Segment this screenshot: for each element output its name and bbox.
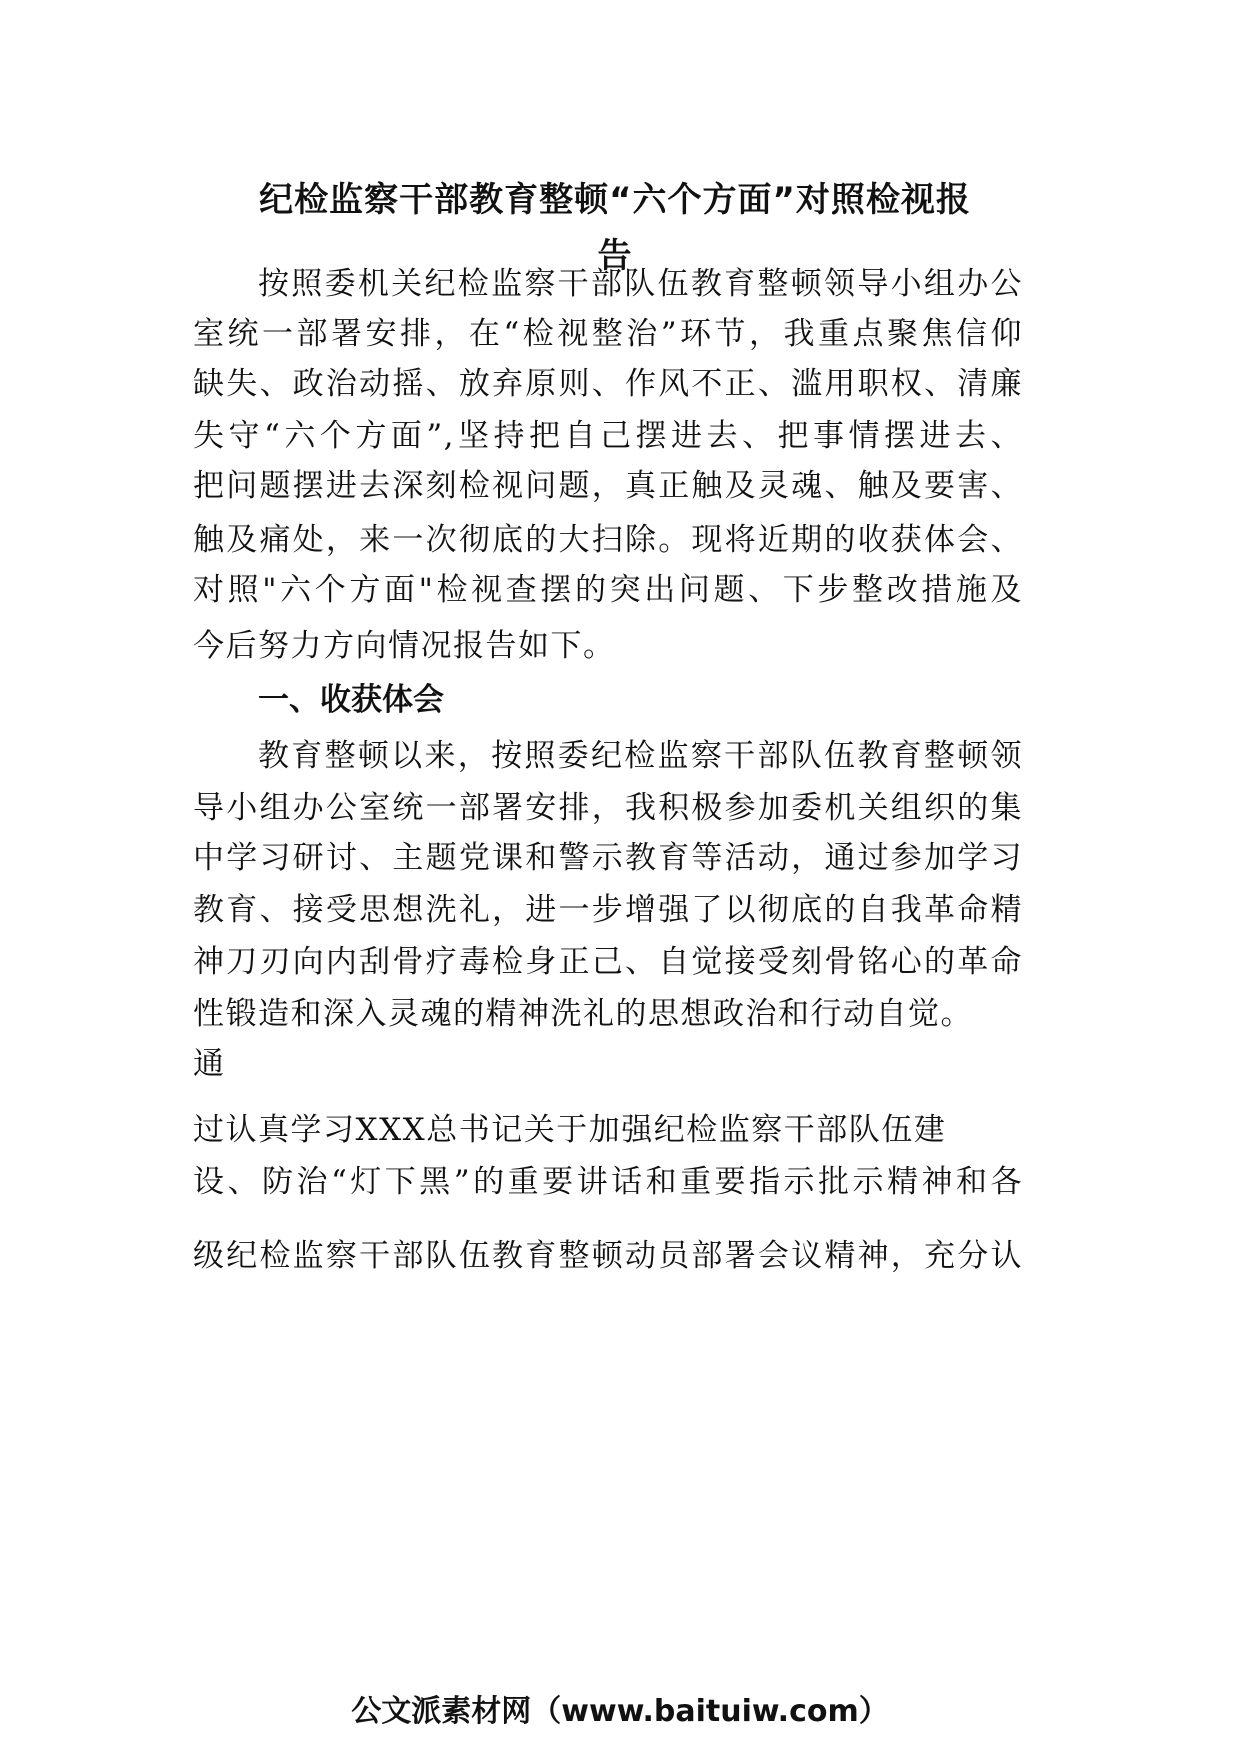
paragraph-1-line-2: 室统一部署安排，在“检视整治”环节，我重点聚焦信仰 — [193, 316, 1023, 352]
paragraph-2-line-7: 通 — [193, 1046, 226, 1082]
paragraph-1-line-8: 今后努力方向情况报告如下。 — [193, 628, 616, 664]
paragraph-1-line-1: 按照委机关纪检监察干部队伍教育整顿领导小组办公 — [258, 266, 1023, 302]
paragraph-3-line-1: 过认真学习XXX总书记关于加强纪检监察干部队伍建 — [193, 1112, 947, 1148]
paragraph-1-line-7: 对照"六个方面"检视查摆的突出问题、下步整改措施及 — [193, 572, 1023, 608]
paragraph-3-line-3: 级纪检监察干部队伍教育整顿动员部署会议精神，充分认 — [193, 1238, 1023, 1274]
paragraph-2-line-3: 中学习研讨、主题党课和警示教育等活动，通过参加学习 — [193, 840, 1023, 876]
paragraph-1-line-3: 缺失、政治动摇、放弃原则、作风不正、滥用职权、清廉 — [193, 366, 1023, 402]
paragraph-2-line-5: 神刀刃向内刮骨疗毒检身正己、自觉接受刻骨铭心的革命 — [193, 944, 1023, 980]
paragraph-3-line-2: 设、防治“灯下黑”的重要讲话和重要指示批示精神和各 — [193, 1164, 1023, 1200]
paragraph-1-line-4: 失守“六个方面”,坚持把自己摆进去、把事情摆进去、 — [193, 418, 1023, 454]
paragraph-2-line-4: 教育、接受思想洗礼，进一步增强了以彻底的自我革命精 — [193, 892, 1023, 928]
footer-watermark: 公文派素材网（www.baituiw.com） — [351, 1694, 889, 1729]
paragraph-1-line-5: 把问题摆进去深刻检视问题，真正触及灵魂、触及要害、 — [193, 468, 1023, 504]
section-heading: 一、收获体会 — [258, 682, 444, 718]
paragraph-2-line-2: 导小组办公室统一部署安排，我积极参加委机关组织的集 — [193, 790, 1023, 826]
paragraph-2-line-1: 教育整顿以来，按照委纪检监察干部队伍教育整顿领 — [258, 738, 1023, 774]
document-title-line-2: 告 — [597, 236, 633, 276]
paragraph-1-line-6: 触及痛处，来一次彻底的大扫除。现将近期的收获体会、 — [193, 522, 1023, 558]
paragraph-2-line-6: 性锻造和深入灵魂的精神洗礼的思想政治和行动自觉。 — [193, 996, 973, 1032]
document-title-line-1: 纪检监察干部教育整顿“六个方面”对照检视报 — [259, 180, 971, 220]
